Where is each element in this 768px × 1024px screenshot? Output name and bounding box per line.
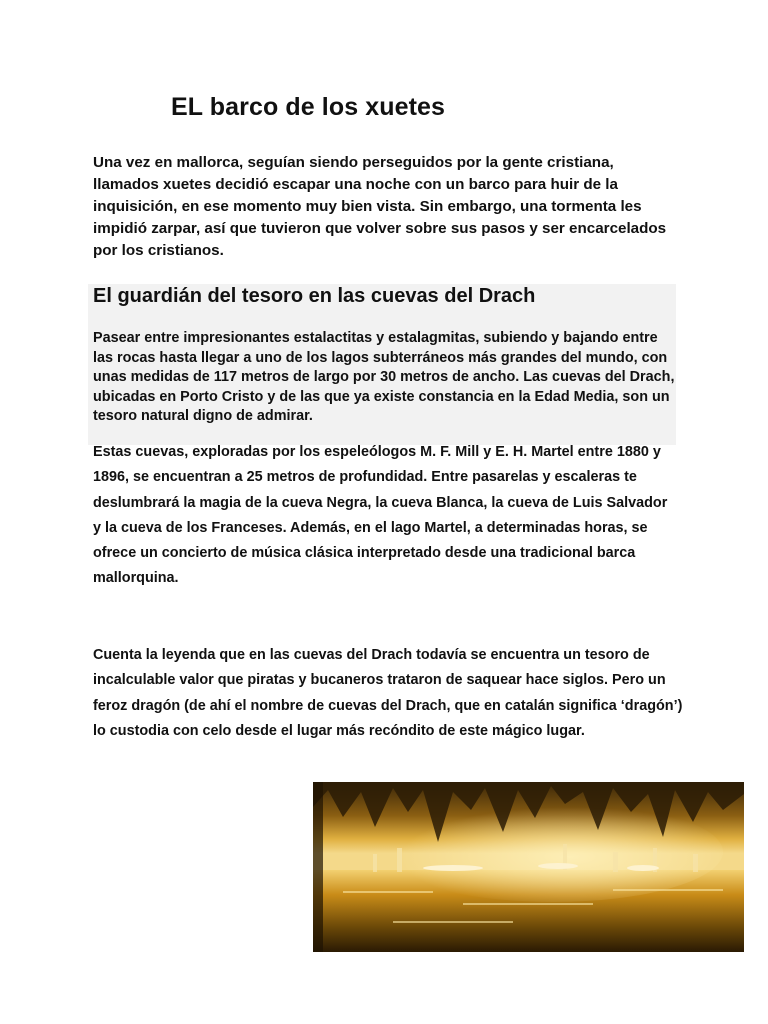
- section-heading-drach: El guardián del tesoro en las cuevas del Drach: [93, 285, 536, 307]
- paragraph-xuetes: Una vez en mallorca, seguían siendo perseguidos por la gente cristiana, llamados xuetes decidió escapar una noche con un barco para huir de la inquisición, en ese momento muy bien vista. Sin embargo, una tormenta les impidió zarpar, así que tuvieron que volver sobre sus pasos y ser encarcelados por los cristianos.: [93, 154, 667, 259]
- paragraph-drach-exploration: Estas cuevas, exploradas por los espeleólogos M. F. Mill y E. H. Martel entre 1880 y 1896, se encuentran a 25 metros de profundidad. Entre pasarelas y escaleras te deslumbrará la magia de la cueva Negra, la cueva Blanca, la cueva de Luis Salvador y la cueva de los Franceses. Además, en el lago Martel, a determinadas horas, se ofrece un concierto de música clásica interpretado desde una tradicional barca mallorquina.: [93, 444, 668, 587]
- document-title: EL barco de los xuetes: [171, 93, 446, 121]
- paragraph-drach-legend: Cuenta la leyenda que en las cuevas del Drach todavía se encuentra un tesoro de incalculable valor que piratas y bucaneros trataron de saquear hace siglos. Pero un feroz dragón (de ahí el nombre de cuevas del Drach, que en catalán significa ‘dragón’) lo custodia con celo desde el lugar más recóndito de este mágico lugar.: [93, 647, 683, 739]
- cave-lake-illustration: [313, 782, 744, 952]
- paragraph-drach-intro: Pasear entre impresionantes estalactitas y estalagmitas, subiendo y bajando entre las rocas hasta llegar a uno de los lagos subterráneos más grandes del mundo, con unas medidas de 117 metros de largo por 30 metros de ancho. Las cuevas del Drach, ubicadas en Porto Cristo y de las que ya existe constancia en la Edad Media, son un tesoro natural digno de admirar.: [93, 330, 675, 424]
- cave-lake-photo: [313, 782, 744, 952]
